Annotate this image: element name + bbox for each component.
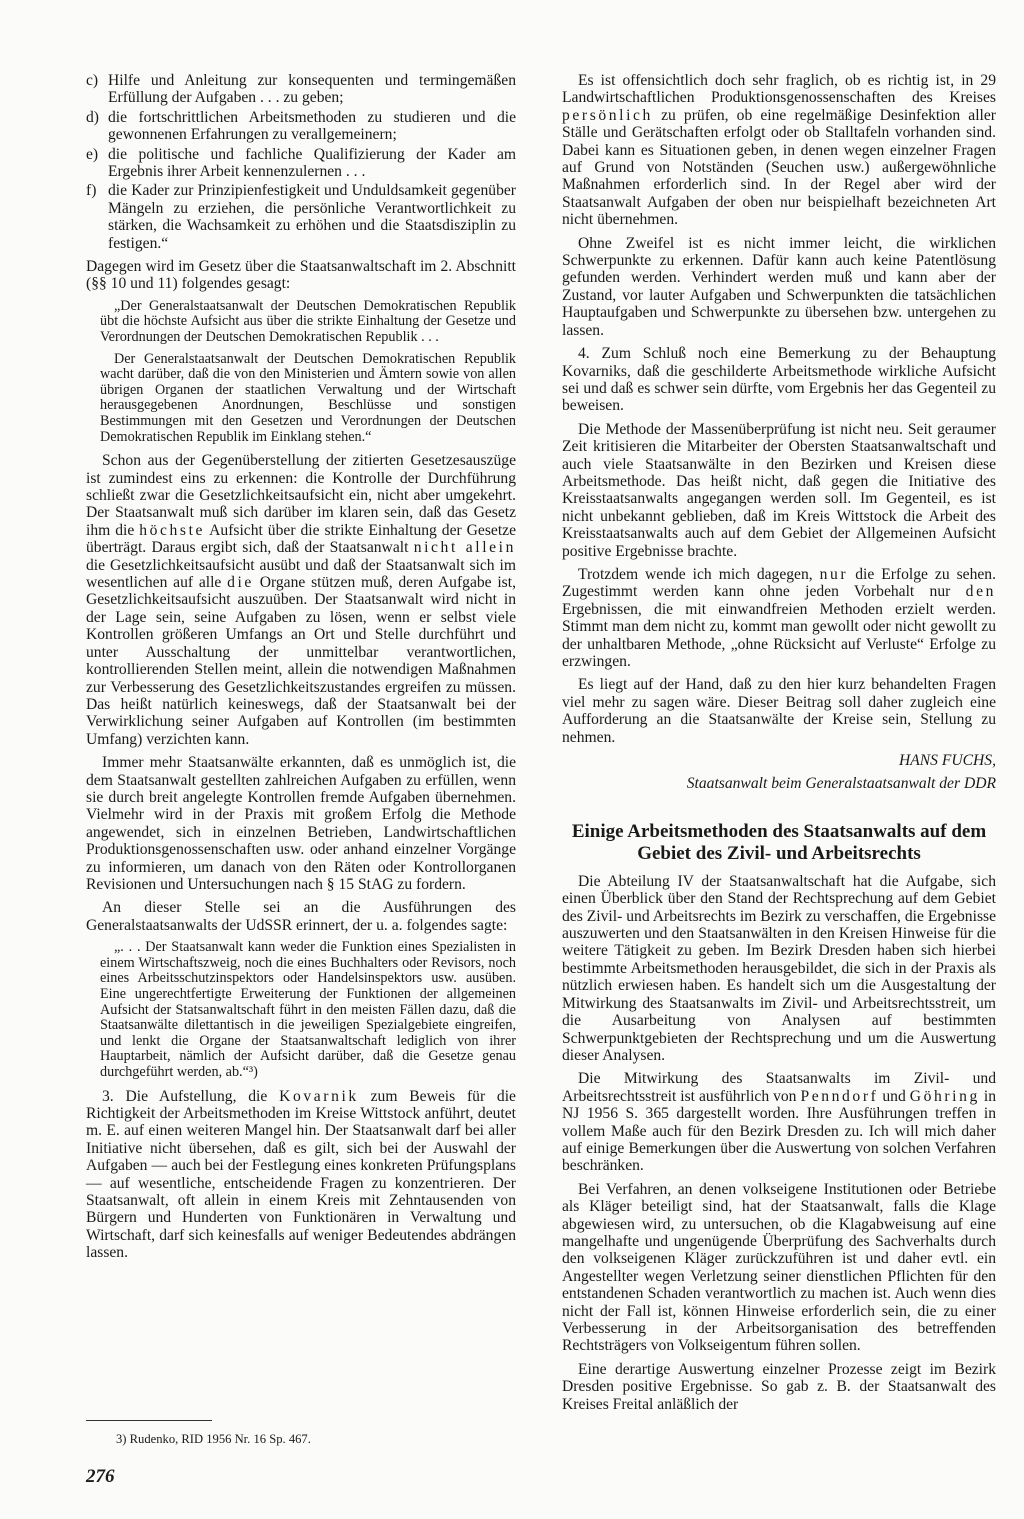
paragraph xyxy=(562,1070,996,1174)
enumerated-list xyxy=(86,72,516,252)
paragraph xyxy=(86,452,516,748)
list-item-label: e) xyxy=(86,145,99,163)
paragraph: Ohne Zweifel ist es nicht immer leicht, die wirklichen Schwerpunkte zu erkennen. Dafür kann auch keine Patentlösung gefunden werden. Verhindert werden muß und kann aber der Zustand, vor lauter Aufgaben und Schwerpunkten die tatsächlichen Hauptaufgaben und Schwerpunkte zu übersehen bzw. untergehen zu lassen. xyxy=(562,234,996,339)
spaced-emphasis: Penndorf xyxy=(800,1087,879,1105)
quote-paragraph: „. . . Der Staatsanwalt kann weder die Funktion eines Spezialisten in einem Wirtschaftszweig, noch die eines Buchhalters oder Revisors, noch eines Arbeitsschutzinspektors oder Handelsinspektors usw. ausüben. Eine ungerechtfertigte Erweiterung der Funktionen der allgemeinen Aufsicht der Statsanwaltschaft führt in den meisten Fällen dazu, daß die Staatsanwälte dilettantisch in die jeweiligen Spezialgebiete eingreifen, und lenkt die Organe der Staatsanwaltschaft lediglich von ihrer Hauptarbeit, nämlich der Aufsicht darüber, daß die Gesetze genau durchgeführt werden, ab.“³) xyxy=(100,939,516,1080)
block-quote xyxy=(100,299,516,445)
spaced-emphasis: nur xyxy=(819,565,849,583)
paragraph xyxy=(562,72,996,229)
list-item xyxy=(86,182,516,252)
text-run: Aufsicht über die strikte Einhaltung der Gesetze überträgt. Daraus ergibt sich, daß der Staatsanwalt xyxy=(86,521,516,557)
text-run: Ergebnissen, die mit einwandfreien Methoden erzielt werden. Stimmt man dem nicht zu, kommt man gewollt oder nicht gewollt zu der unhaltbaren Methode, „ohne Rücksicht auf Verluste“ Erfolge zu erzwingen. xyxy=(562,600,996,670)
spaced-emphasis: persönlich xyxy=(562,106,653,124)
paragraph xyxy=(562,566,996,670)
paragraph: Die Abteilung IV der Staatsanwaltschaft hat die Aufgabe, sich einen Überblick über den Stand der Rechtsprechung auf dem Gebiet des Zivil- und Arbeitsrechts im Bezirk zu verschaffen, die Ergebnisse auszuwerten und den Staatsanwälten in den Kreisen Hinweise für die weitere Tätigkeit zu geben. Im Bezirk Dresden haben sich hierbei bestimmte Arbeitsmethoden herausgebildet, die sich in der Praxis als nützlich erwiesen haben. Es handelt sich um die Ausgestaltung der Mitwirkung des Staatsanwalts im Zivil- und Arbeitsrechtsstreit, um die Ausarbeitung von Analysen auf bestimmten Schwerpunktgebieten der Rechtsprechung und um die Auswertung dieser Analysen. xyxy=(562,872,996,1064)
text-run: die Erfolge zu sehen. Zugestimmt werden kann ohne jeden Vorbehalt nur xyxy=(562,565,996,601)
text-run: zum Beweis für die Richtigkeit der Arbeitsmethoden im Kreise Wittstock anführt, deutet m. E. auf einen weiteren Mangel hin. Der Staatsanwalt darf bei aller Initiative nicht übersehen, daß es gilt, sich bei der Auswahl der Aufgaben — auch bei der Festlegung eines konkreten Prüfungsplans — auf wesentliche, entscheidende Fragen zu konzentrieren. Der Staatsanwalt, oft allein in einem Kreis mit Zehntausenden von Bürgern und Hunderten von Funktionären in Verwaltung und Wirtschaft, darf sich keinesfalls auf weniger Bedeutendes abdrängen lassen. xyxy=(86,1087,516,1262)
paragraph: Bei Verfahren, an denen volkseigene Institutionen oder Betriebe als Kläger beteiligt sind, hat der Staatsanwalt, falls die Klage abgewiesen wird, zu untersuchen, ob die Klagabweisung auf eine mangelhafte und ungenügende Überprüfung des Sachverhalts durch den volkseigenen Kläger zurückzuführen ist und daher evtl. ein Angestellter wegen Verletzung seiner dienstlichen Pflichten für den entstandenen Schaden verantwortlich zu machen ist. Auch wenn dies nicht der Fall ist, können Hinweise erforderlich sein, die zu einer Verbesserung in der Arbeitsorganisation des betreffenden Rechtsträgers von Volkseigentum führen sollen. xyxy=(562,1180,996,1355)
spaced-emphasis: Kovarnik xyxy=(279,1087,359,1105)
list-item xyxy=(86,146,516,181)
paragraph: Immer mehr Staatsanwälte erkannten, daß es unmöglich ist, die dem Staatsanwalt gestellten zahlreichen Aufgaben zu erfüllen, wenn sie durch breit angelegte Kontrollen fremde Aufgaben übernehmen. Vielmehr wird in der Praxis mit großem Erfolg die Methode angewendet, sich in einzelnen Betrieben, Landwirtschaftlichen Produktionsgenossenschaften usw. oder anhand einzelner Vorgänge zu informieren, um danach von den Räten oder Kontrollorganen Revisionen und Untersuchungen nach § 15 StAG zu fordern. xyxy=(86,754,516,893)
quote-paragraph: „Der Generalstaatsanwalt der Deutschen Demokratischen Republik übt die höchste Aufsicht aus über die strikte Einhaltung der Gesetze und Verordnungen der Deutschen Demokratischen Republik . . . xyxy=(100,297,516,346)
page-number: 276 xyxy=(86,1466,115,1487)
text-run: Die Mitwirkung des Staatsanwalts im Zivil- und Arbeitsrechtsstreit ist ausführlich von xyxy=(562,1070,996,1105)
paragraph: Die Methode der Massenüberprüfung ist nicht neu. Seit geraumer Zeit kritisieren die Mitarbeiter der Obersten Staatsanwaltschaft und auch viele Staatsanwälte in den Bezirken und Kreisen diese Arbeitsmethode. Das heißt nicht, daß gegen die Initiative des Kreisstaatsanwalts angegangen werden soll. Im Gegenteil, es ist nicht unbekannt geblieben, daß im Kreis Wittstock die Arbeit des Kreisstaatsanwalts auch auf dem Gebiet der Allgemeinen Aufsicht positive Ergebnisse brachte. xyxy=(562,420,996,560)
paragraph: Eine derartige Auswertung einzelner Prozesse zeigt im Bezirk Dresden positive Ergebnisse. So gab z. B. der Staatsanwalt des Kreises Freital anläßlich der xyxy=(562,1360,996,1413)
spaced-emphasis: Göhring xyxy=(909,1087,980,1105)
list-item-text: die Kader zur Prinzipienfestigkeit und Unduldsamkeit gegenüber Mängeln zu erziehen, die persönliche Verantwortlichkeit zu stärken, die Wachsamkeit zu erhöhen und die Staatsdisziplin zu festigen.“ xyxy=(108,182,516,252)
text-run: und xyxy=(878,1087,910,1105)
right-column xyxy=(562,72,996,1419)
list-item-label: d) xyxy=(86,108,99,126)
list-item-label: c) xyxy=(86,72,99,89)
text-run: Trotzdem wende ich mich dagegen, xyxy=(578,565,820,583)
text-run: Es ist offensichtlich doch sehr fraglich, ob es richtig ist, in 29 Landwirtschaftlichen Produktionsgenossenschaften des Kreises xyxy=(562,72,996,107)
footnote: 3) Rudenko, RID 1956 Nr. 16 Sp. 467. xyxy=(116,1432,311,1446)
list-item-text: die fortschrittlichen Arbeitsmethoden zu studieren und die gewonnenen Erfahrungen zu verallgemeinern; xyxy=(108,108,516,144)
paragraph: Dagegen wird im Gesetz über die Staatsanwaltschaft im 2. Abschnitt (§§ 10 und 11) folgendes gesagt: xyxy=(86,258,516,293)
text-run: Organe stützen muß, deren Aufgabe ist, Gesetzlichkeitsaufsicht auszuüben. Der Staatsanwalt wird nicht in der Lage sein, seine Aufgaben zu lösen, wenn er selbst viele Kontrollen größeren Umfangs an Ort und Stelle durchführt und unter Ausschaltung der unmittelbar verantwortlichen, kontrollierenden Stellen meint, allein die notwendigen Maßnahmen zur Verbesserung des Gesetzlichkeitszustandes ergreifen zu müssen. Das heißt natürlich keineswegs, daß der Staatsanwalt bei der Verwirklichung seiner Aufgaben auf Kontrollen (im bestimmten Umfang) verzichten kann. xyxy=(86,574,516,748)
list-item-label: f) xyxy=(86,182,97,200)
paragraph: 4. Zum Schluß noch eine Bemerkung zu der Behauptung Kovarniks, daß die geschilderte Arbeitsmethode wirkliche Aufsicht sei und daß es schwer sein dürfte, vom Ergebnis her das Gegenteil zu beweisen. xyxy=(562,345,996,415)
left-column xyxy=(86,72,516,1268)
list-item-text: Hilfe und Anleitung zur konsequenten und termingemäßen Erfüllung der Aufgaben . . . zu geben; xyxy=(108,72,516,107)
author-name: HANS FUCHS, xyxy=(898,752,996,770)
spaced-emphasis: den xyxy=(965,583,996,601)
author-role: Staatsanwalt beim Generalstaatsanwalt der DDR xyxy=(686,775,996,793)
block-quote xyxy=(100,940,516,1080)
paragraph: An dieser Stelle sei an die Ausführungen des Generalstaatsanwalts der UdSSR erinnert, der u. a. folgendes sagte: xyxy=(86,899,516,934)
text-run: zu prüfen, ob eine regelmäßige Desinfektion aller Ställe und Gerätschaften erfolgt oder ob Stalltafeln vorhanden sind. Dabei kann es Situationen geben, in denen wegen einzelner Fragen auf Grund von Notständen (Seuchen usw.) außergewöhnliche Maßnahmen erforderlich sind. In der Regel aber wird der Staatsanwalt Aufgaben der oben nur beispielhaft bezeichneten Art nicht übernehmen. xyxy=(562,106,996,229)
spaced-emphasis: höchste xyxy=(139,521,206,539)
spaced-emphasis: die xyxy=(227,574,254,592)
paragraph xyxy=(86,1088,516,1262)
footnote-divider xyxy=(86,1420,212,1421)
text-run: die Gesetzlichkeitsaufsicht ausübt und daß der Staatsanwalt sich im wesentlichen auf alle xyxy=(86,556,516,592)
paragraph: Es liegt auf der Hand, daß zu den hier kurz behandelten Fragen viel mehr zu sagen wäre. Dieser Beitrag soll daher zugleich eine Aufforderung an die Staatsanwälte der Kreise sein, Stellung zu nehmen. xyxy=(562,676,996,746)
list-item xyxy=(86,72,516,107)
list-item-text: die politische und fachliche Qualifizierung der Kader am Ergebnis ihrer Arbeit kennenzulernen . . . xyxy=(108,145,516,181)
text-run: 3. Die Aufstellung, die xyxy=(102,1087,280,1105)
list-item xyxy=(86,109,516,144)
quote-paragraph: Der Generalstaatsanwalt der Deutschen Demokratischen Republik wacht darüber, daß die von den Ministerien und Ämtern sowie von allen übrigen Organen der staatlichen Verwaltung und der Wirtschaft herausgegebenen Anordnungen, Beschlüsse und sonstigen Bestimmungen mit den Gesetzen und Verordnungen der Deutschen Demokratischen Republik im Einklang stehen.“ xyxy=(100,350,516,445)
article-heading: Einige Arbeitsmethoden des Staatsanwalts auf dem Gebiet des Zivil- und Arbeitsrechts xyxy=(571,820,987,864)
spaced-emphasis: nicht allein xyxy=(413,539,517,557)
text-run: in NJ 1956 S. 365 dargestellt worden. Ihre Ausführungen treffen in vollem Maße auch für den Bezirk Dresden zu. Ich will mich daher auf einige Bemerkungen über die Auswertung von solchen Verfahren beschränken. xyxy=(562,1087,996,1175)
text-run: Schon aus der Gegenüberstellung der zitierten Gesetzesauszüge ist zumindest eins zu erkennen: die Kontrolle der Durchführung schließt zwar die Gesetzlichkeitsaufsicht ein, nicht aber umgekehrt. Der Staatsanwalt muß sich darüber im klaren sein, daß das Gesetz ihm die xyxy=(86,452,516,539)
